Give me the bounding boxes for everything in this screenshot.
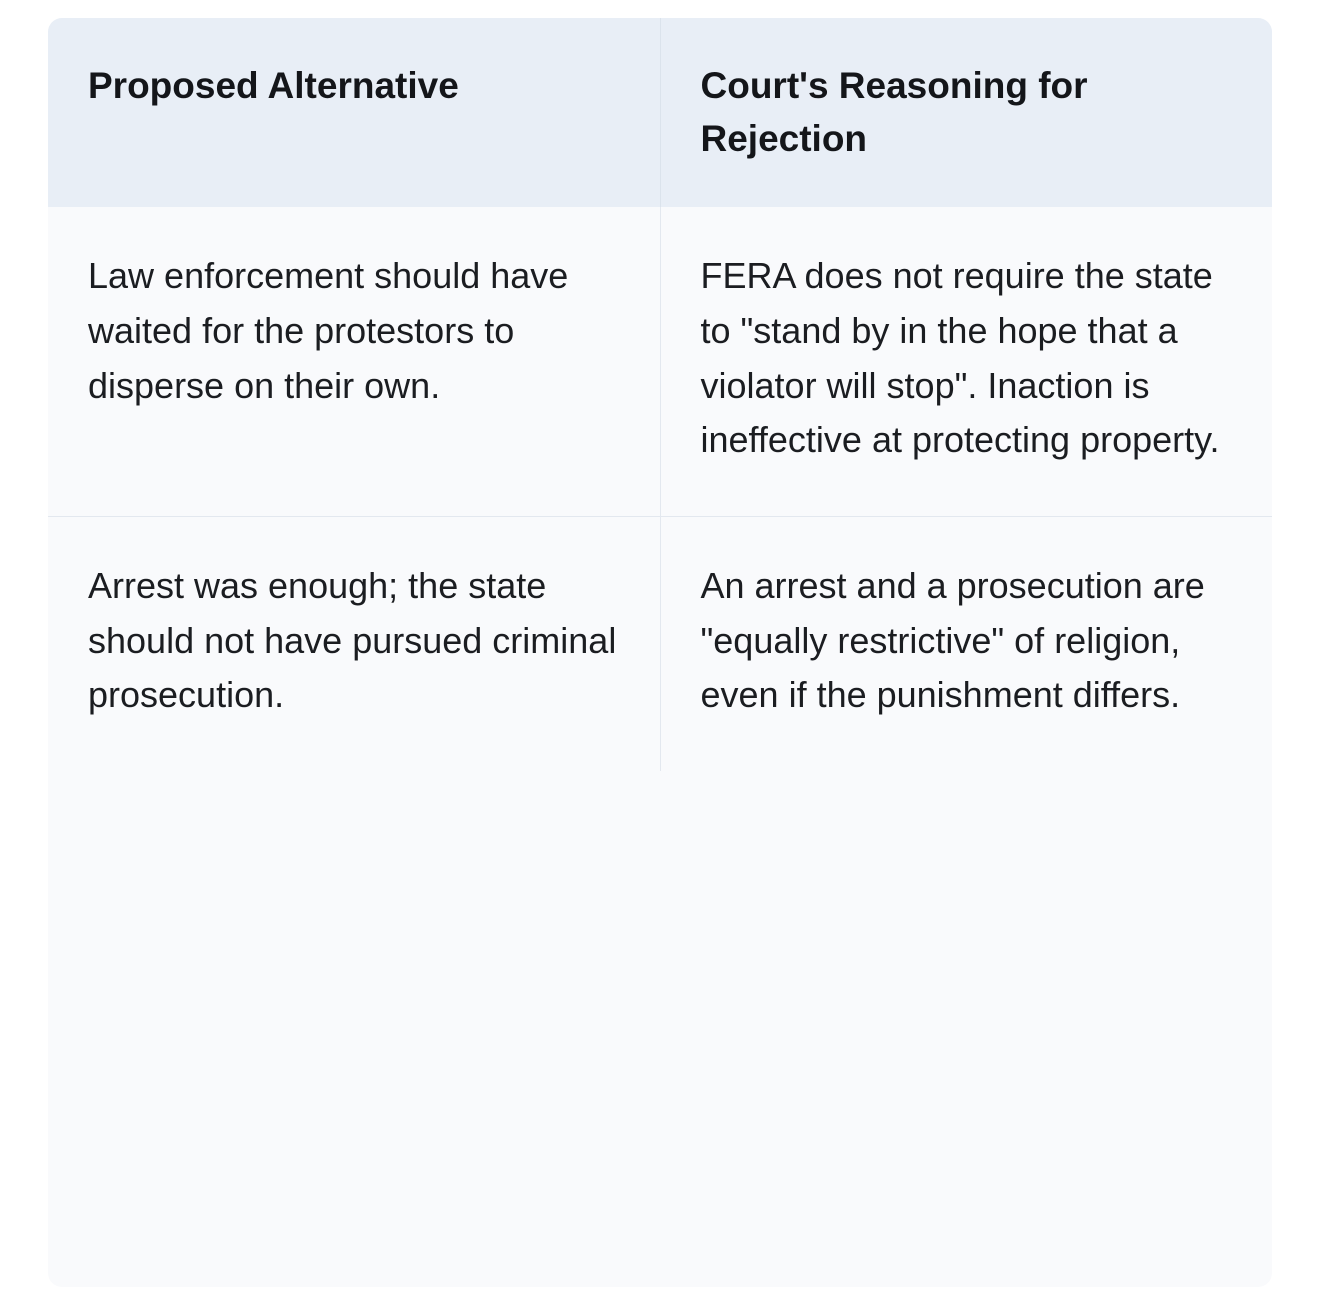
table-container	[48, 18, 1272, 1287]
cell-text: Arrest was enough; the state should not have pursued criminal prosecution.	[88, 564, 627, 716]
column-header-label: Proposed Alternative	[88, 65, 459, 106]
column-header-label: Court's Reasoning for Rejection	[700, 65, 1098, 159]
comparison-table	[48, 18, 1272, 771]
column-header-courts-reasoning	[660, 18, 1272, 207]
table-header-row	[48, 18, 1272, 207]
cell-proposed-alternative	[48, 516, 660, 771]
table-row	[48, 207, 1272, 516]
table-body	[48, 207, 1272, 771]
table-row	[48, 516, 1272, 771]
cell-text: FERA does not require the state to "stand by in the hope that a violator will stop". Inaction is ineffective at protecting property.	[700, 255, 1223, 461]
cell-text: Law enforcement should have waited for the protestors to disperse on their own.	[88, 255, 579, 406]
cell-text: An arrest and a prosecution are "equally restrictive" of religion, even if the punishment differs.	[700, 564, 1215, 716]
table-header	[48, 18, 1272, 207]
cell-proposed-alternative	[48, 207, 660, 516]
column-header-proposed-alternative	[48, 18, 660, 207]
cell-courts-reasoning	[660, 516, 1272, 771]
cell-courts-reasoning	[660, 207, 1272, 516]
